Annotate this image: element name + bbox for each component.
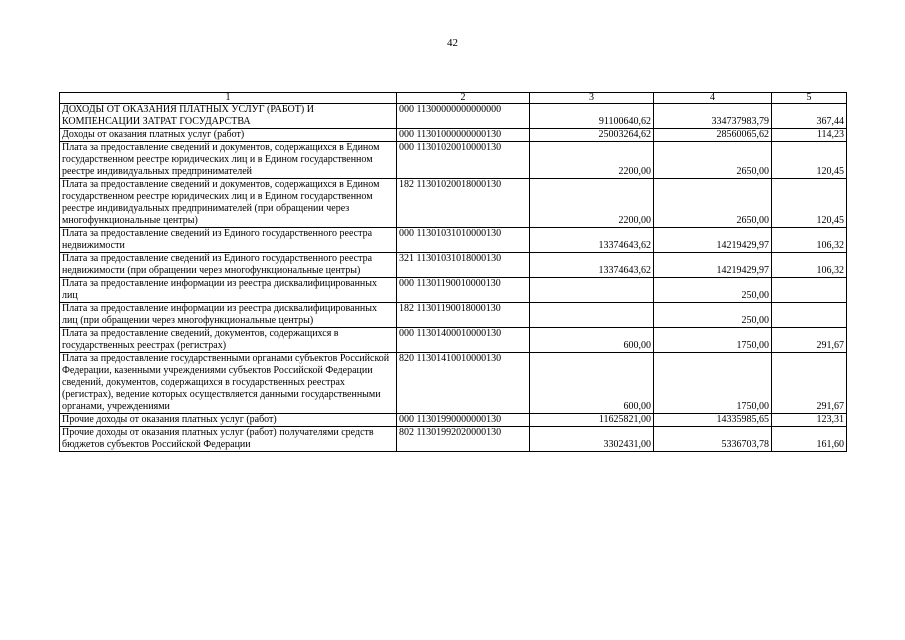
row-value-col4-cell: 14219429,97 [654, 228, 772, 253]
row-value-col5-cell: 161,60 [772, 427, 847, 452]
table-row [60, 129, 847, 142]
row-name-cell: Плата за предоставление сведений из Единого государственного реестра недвижимости [60, 228, 397, 253]
row-value-col4-cell: 28560065,62 [654, 129, 772, 142]
row-value-col5-cell: 123,31 [772, 414, 847, 427]
table-row [60, 253, 847, 278]
row-value-col5-cell: 114,23 [772, 129, 847, 142]
table-row [60, 228, 847, 253]
revenue-table [59, 92, 847, 452]
row-name-cell: Прочие доходы от оказания платных услуг (работ) получателями средств бюджетов субъектов Российской Федерации [60, 427, 397, 452]
row-value-col4-cell: 1750,00 [654, 353, 772, 414]
row-code-cell: 000 11301190010000130 [397, 278, 530, 303]
column-header: 2 [397, 93, 530, 104]
row-value-col3-cell: 11625821,00 [530, 414, 654, 427]
row-value-col5-cell: 120,45 [772, 179, 847, 228]
row-value-col3-cell: 3302431,00 [530, 427, 654, 452]
row-name-cell: ДОХОДЫ ОТ ОКАЗАНИЯ ПЛАТНЫХ УСЛУГ (РАБОТ) И КОМПЕНСАЦИИ ЗАТРАТ ГОСУДАРСТВА [60, 104, 397, 129]
row-value-col5-cell: 291,67 [772, 353, 847, 414]
row-value-col4-cell: 14335985,65 [654, 414, 772, 427]
row-value-col3-cell: 13374643,62 [530, 228, 654, 253]
row-value-col3-cell: 2200,00 [530, 142, 654, 179]
column-header: 5 [772, 93, 847, 104]
row-value-col3-cell: 600,00 [530, 328, 654, 353]
row-name-cell: Плата за предоставление сведений и документов, содержащихся в Едином государственном реестре юридических лиц и в Едином государственном реестре индивидуальных предпринимателей (при обращении через многофункциональные центры) [60, 179, 397, 228]
row-value-col4-cell: 2650,00 [654, 142, 772, 179]
table-row [60, 278, 847, 303]
table-row [60, 427, 847, 452]
page-number: 42 [447, 37, 458, 49]
row-value-col3-cell: 600,00 [530, 353, 654, 414]
row-value-col5-cell: 106,32 [772, 253, 847, 278]
row-name-cell: Прочие доходы от оказания платных услуг (работ) [60, 414, 397, 427]
row-value-col3-cell [530, 303, 654, 328]
row-name-cell: Плата за предоставление государственными органами субъектов Российской Федерации, казенными учреждениями субъектов Российской Федерации сведений, документов, содержащихся в государственных реестрах (регистрах), ведение которых осуществляется данными государственными органами, учреждениями [60, 353, 397, 414]
row-value-col4-cell: 5336703,78 [654, 427, 772, 452]
table-row [60, 353, 847, 414]
row-value-col5-cell [772, 278, 847, 303]
row-value-col3-cell: 91100640,62 [530, 104, 654, 129]
row-code-cell: 000 11301400010000130 [397, 328, 530, 353]
row-value-col4-cell: 250,00 [654, 303, 772, 328]
table-row [60, 179, 847, 228]
row-code-cell: 000 11301020010000130 [397, 142, 530, 179]
row-name-cell: Плата за предоставление информации из реестра дисквалифицированных лиц (при обращении через многофункциональные центры) [60, 303, 397, 328]
row-code-cell: 000 11301000000000130 [397, 129, 530, 142]
row-value-col4-cell: 1750,00 [654, 328, 772, 353]
row-value-col3-cell [530, 278, 654, 303]
row-value-col5-cell: 367,44 [772, 104, 847, 129]
row-value-col3-cell: 2200,00 [530, 179, 654, 228]
row-name-cell: Плата за предоставление сведений из Единого государственного реестра недвижимости (при обращении через многофункциональные центры) [60, 253, 397, 278]
row-value-col4-cell: 14219429,97 [654, 253, 772, 278]
header-row [60, 93, 847, 104]
row-value-col4-cell: 2650,00 [654, 179, 772, 228]
table-row [60, 328, 847, 353]
row-value-col3-cell: 25003264,62 [530, 129, 654, 142]
row-name-cell: Плата за предоставление сведений, документов, содержащихся в государственных реестрах (регистрах) [60, 328, 397, 353]
row-value-col4-cell: 334737983,79 [654, 104, 772, 129]
row-code-cell: 802 11301992020000130 [397, 427, 530, 452]
row-code-cell: 820 11301410010000130 [397, 353, 530, 414]
row-value-col5-cell: 120,45 [772, 142, 847, 179]
row-code-cell: 321 11301031018000130 [397, 253, 530, 278]
row-value-col3-cell: 13374643,62 [530, 253, 654, 278]
table-row [60, 414, 847, 427]
row-name-cell: Плата за предоставление сведений и документов, содержащихся в Едином государственном реестре юридических лиц и в Едином государственном реестре индивидуальных предпринимателей [60, 142, 397, 179]
row-value-col4-cell: 250,00 [654, 278, 772, 303]
column-header: 3 [530, 93, 654, 104]
row-name-cell: Плата за предоставление информации из реестра дисквалифицированных лиц [60, 278, 397, 303]
row-code-cell: 000 11301031010000130 [397, 228, 530, 253]
column-header: 4 [654, 93, 772, 104]
table-row [60, 104, 847, 129]
row-code-cell: 000 11300000000000000 [397, 104, 530, 129]
row-name-cell: Доходы от оказания платных услуг (работ) [60, 129, 397, 142]
row-code-cell: 182 11301020018000130 [397, 179, 530, 228]
table-row [60, 142, 847, 179]
row-value-col5-cell: 291,67 [772, 328, 847, 353]
row-code-cell: 182 11301190018000130 [397, 303, 530, 328]
row-value-col5-cell: 106,32 [772, 228, 847, 253]
row-code-cell: 000 11301990000000130 [397, 414, 530, 427]
column-header: 1 [60, 93, 397, 104]
row-value-col5-cell [772, 303, 847, 328]
table-row [60, 303, 847, 328]
